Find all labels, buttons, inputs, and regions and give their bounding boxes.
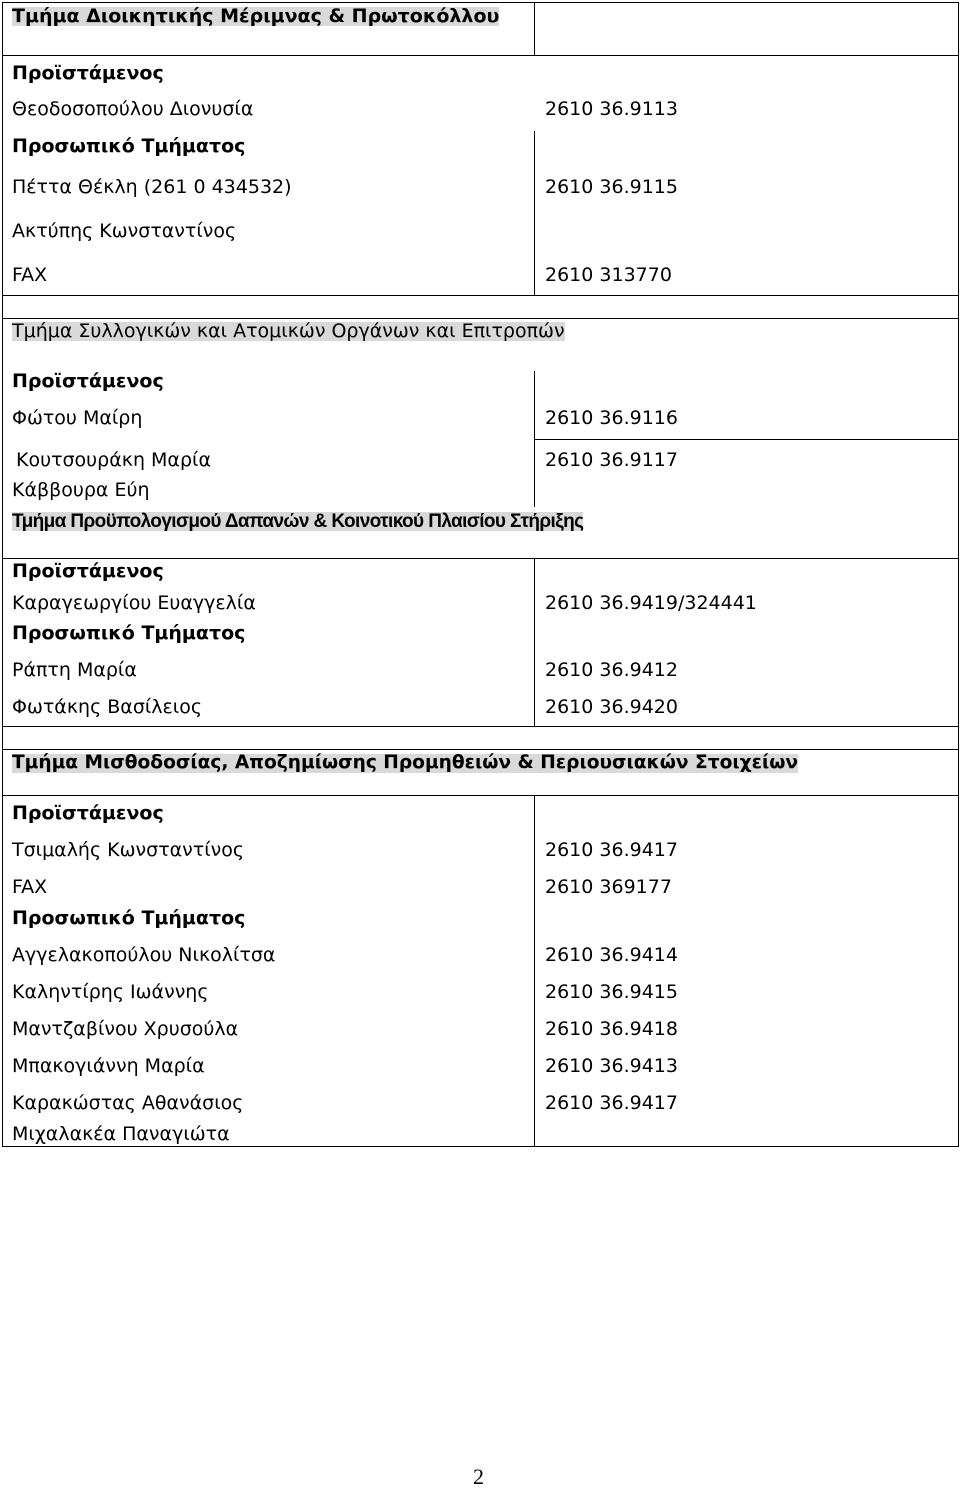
head-phone: 2610 36.9113 [545,98,678,120]
fax-number: 2610 313770 [545,264,672,286]
staff-phone: 2610 36.9412 [545,659,678,681]
staff-name: Φωτάκης Βασίλειος [12,696,203,718]
staff-name: Ράπτη Μαρία [12,659,137,681]
head-label: Προϊστάμενος [12,560,164,582]
staff-label: Προσωπικό Τμήματος [12,907,246,929]
column-divider [534,3,535,55]
staff-phone: 2610 36.9117 [545,449,678,471]
head-label: Προϊστάμενος [12,62,164,84]
staff-name: Καρακώστας Αθανάσιος [12,1092,244,1114]
row-divider [534,439,958,440]
row-divider [3,726,958,727]
column-divider [534,131,535,295]
staff-name: Κάββουρα Εύη [12,479,150,501]
staff-label: Προσωπικό Τμήματος [12,622,246,644]
staff-phone: 2610 36.9418 [545,1018,678,1040]
staff-phone: 2610 36.9420 [545,696,678,718]
staff-phone: 2610 36.9415 [545,981,678,1003]
staff-name: Κουτσουράκη Μαρία [16,449,211,471]
row-divider [3,795,958,796]
staff-name: Ακτύπης Κωνσταντίνος [12,220,237,242]
staff-phone: 2610 36.9115 [545,176,678,198]
fax-label: FAX [12,264,48,286]
row-divider [3,749,958,750]
fax-label: FAX [12,876,48,898]
staff-phone: 2610 36.9417 [545,1092,678,1114]
head-phone: 2610 36.9116 [545,407,678,429]
row-divider [3,318,958,319]
fax-number: 2610 369177 [545,876,672,898]
staff-name: Καληντίρης Ιωάννης [12,981,209,1003]
head-name: Φώτου Μαίρη [12,407,143,429]
column-divider [534,795,535,1147]
staff-phone: 2610 36.9414 [545,944,678,966]
row-divider [3,295,958,296]
page-number: 2 [473,1464,484,1489]
head-phone: 2610 36.9419/324441 [545,592,757,614]
staff-name: Μπακογιάννη Μαρία [12,1055,205,1077]
head-label: Προϊστάμενος [12,370,164,392]
staff-name: Μιχαλακέα Παναγιώτα [12,1123,230,1145]
head-label: Προϊστάμενος [12,802,164,824]
staff-name: Αγγελακοπούλου Νικολίτσα [12,944,276,966]
staff-phone: 2610 36.9413 [545,1055,678,1077]
head-phone: 2610 36.9417 [545,839,678,861]
head-name: Θεοδοσοπούλου Διονυσία [12,98,254,120]
head-name: Καραγεωργίου Ευαγγελία [12,592,256,614]
row-divider [3,558,958,559]
staff-name: Μαντζαβίνου Χρυσούλα [12,1018,239,1040]
staff-name: Πέττα Θέκλη (261 0 434532) [12,176,292,198]
section-title: Τμήμα Συλλογικών και Ατομικών Οργάνων και Επιτροπών [12,320,565,342]
section-title: Τμήμα Μισθοδοσίας, Αποζημίωσης Προμηθειών & Περιουσιακών Στοιχείων [12,752,799,773]
head-name: Τσιμαλής Κωνσταντίνος [12,839,245,861]
section-title: Τμήμα Προϋπολογισμού Δαπανών & Κοινοτικού Πλαισίου Στήριξης [12,511,584,532]
section-title: Τμήμα Διοικητικής Μέριμνας & Πρωτοκόλλου [12,5,500,27]
column-divider [534,558,535,726]
row-divider [3,55,958,56]
staff-label: Προσωπικό Τμήματος [12,135,246,157]
